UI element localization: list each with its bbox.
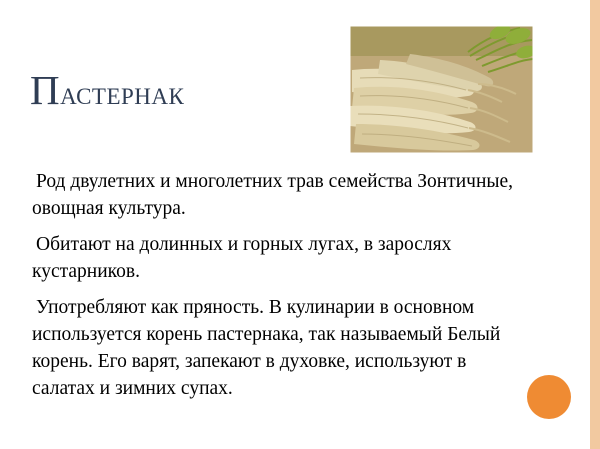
paragraph-3: Употребляют как пряность. В кулинарии в основном используется корень пастернака, так называемый Белый корень. Его варят, запекают в духовке, используют в салатах и зимних супах. bbox=[32, 297, 501, 399]
right-edge-band-gap bbox=[586, 0, 590, 449]
title-first-letter: П bbox=[30, 67, 61, 114]
parsnip-photo-graphic bbox=[350, 26, 533, 153]
parsnip-photo bbox=[350, 26, 533, 153]
accent-dot bbox=[527, 375, 571, 419]
paragraph-1: Род двулетних и многолетних трав семейства Зонтичные, овощная культура. bbox=[32, 171, 514, 219]
paragraph-2: Обитают на долинных и горных лугах, в зарослях кустарников. bbox=[32, 234, 452, 282]
right-edge-band bbox=[590, 0, 600, 449]
page-title bbox=[30, 66, 184, 114]
body-text bbox=[32, 168, 532, 402]
title-rest: астернак bbox=[60, 76, 185, 113]
